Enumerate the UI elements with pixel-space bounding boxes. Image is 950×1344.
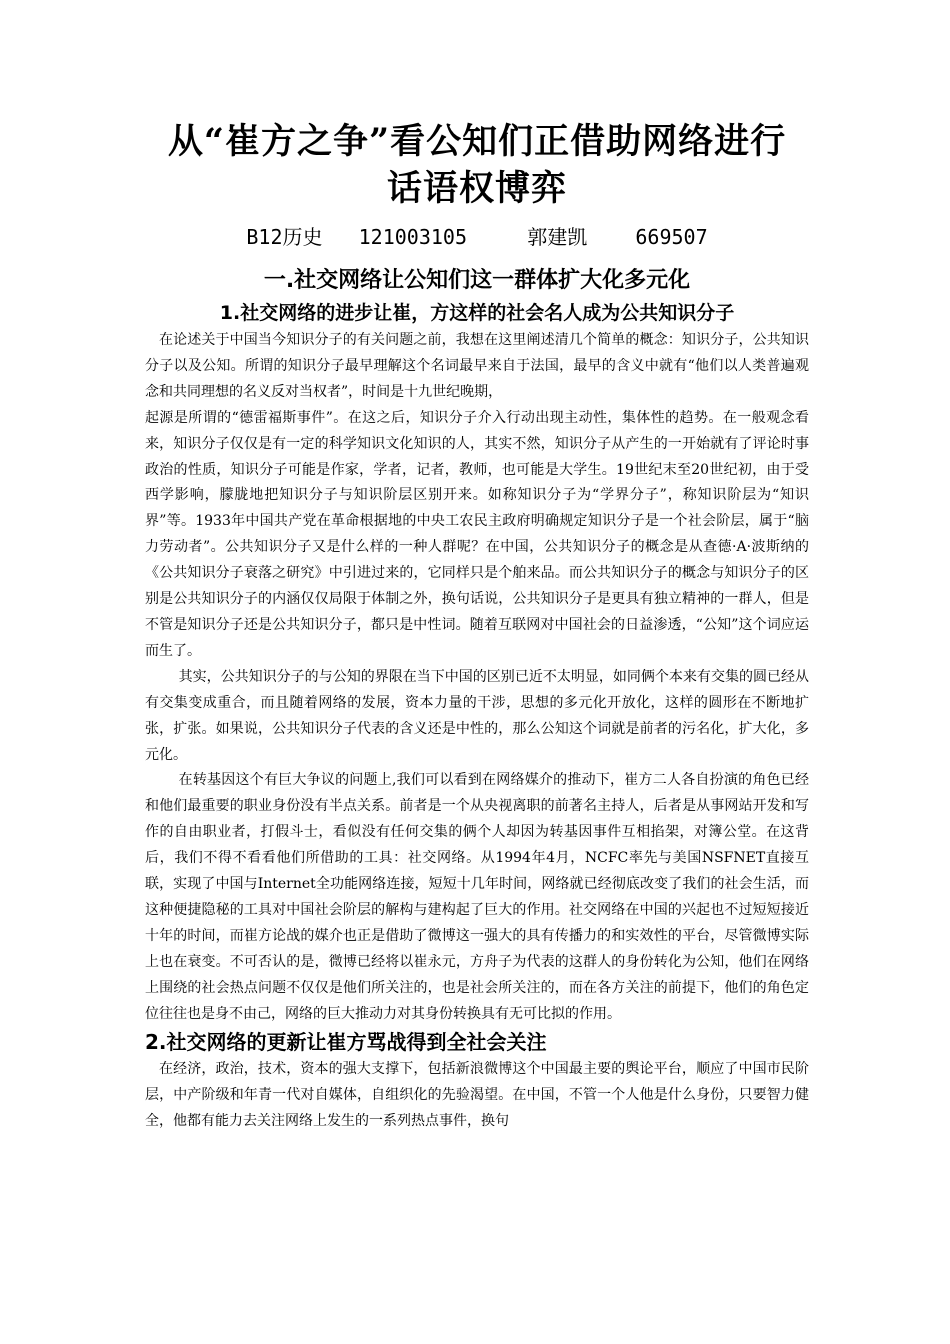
paragraph-3: 其实，公共知识分子的与公知的界限在当下中国的区别已近不太明显，如同俩个本来有交集的圆已经从有交集变成重合，而且随着网络的发展，资本力量的干涉，思想的多元化开放化，这样的圆形在不断地扩张，扩张。如果说，公共知识分子代表的含义还是中性的，那么公知这个词就是前者的污名化，扩大化，多元化。 xyxy=(145,668,809,763)
paragraph-2: 起源是所谓的“德雷福斯事件”。在这之后，知识分子介入行动出现主动性，集体性的趋势。在一般观念看来，知识分子仅仅是有一定的科学知识文化知识的人，其实不然，知识分子从产生的一开始就有了评论时事政治的性质，知识分子可能是作家，学者，记者，教师，也可能是大学生。19世纪末至20世纪初，由于受西学影响，朦胧地把知识分子与知识阶层区别开来。如称知识分子为“学界分子”，称知识阶层为“知识界”等。1933年中国共产党在革命根据地的中央工农民主政府明确规定知识分子是一个社会阶层，属于“脑力劳动者”。公共知识分子又是什么样的一种人群呢？在中国，公共知识分子的概念是从查德·A·波斯纳的《公共知识分子衰落之研究》中引进过来的，它同样只是个舶来品。而公共知识分子的概念与知识分子的区别是公共知识分子的内涵仅仅局限于体制之外，换句话说，公共知识分子是更具有独立精神的一群人，但是不管是知识分子还是公共知识分子，都只是中性词。随着互联网对中国社会的日益渗透，“公知”这个词应运而生了。 xyxy=(145,409,809,659)
subsection-2-heading: 2.社交网络的更新让崔方骂战得到全社会关注 xyxy=(145,1030,547,1055)
paragraph-1: 在论述关于中国当今知识分子的有关问题之前，我想在这里阐述清几个简单的概念：知识分子，公共知识分子以及公知。所谓的知识分子最早理解这个名词最早来自于法国，最早的含义中就有“他们以人类普遍观念和共同理想的名义反对当权者”，时间是十九世纪晚期， xyxy=(145,332,809,400)
paragraph-4: 在转基因这个有巨大争议的问题上,我们可以看到在网络媒介的推动下，崔方二人各自扮演的角色已经和他们最重要的职业身份没有半点关系。前者是一个从央视离职的前著名主持人，后者是从事网站开发和写作的自由职业者，打假斗士，看似没有任何交集的俩个人却因为转基因事件互相掐架，对簿公堂。在这背后，我们不得不看看他们所借助的工具：社交网络。从1994年4月，NCFC率先与美国NSFNET直接互联，实现了中国与Internet全功能网络连接，短短十几年时间，网络就已经彻底改变了我们的社会生活，而这种便捷隐秘的工具对中国社会阶层的解构与建构起了巨大的作用。社交网络在中国的兴起也不过短短接近十年的时间，而崔方论战的媒介也正是借助了微博这一强大的具有传播力的和实效性的平台，尽管微博实际上也在衰变。不可否认的是，微博已经将以崔永元，方舟子为代表的这群人的身份转化为公知，他们在网络上围绕的社会热点问题不仅仅是他们所关注的，也是社会所关注的，而在各方关注的前提下，他们的角色定位往往也是身不由己，网络的巨大推动力对其身份转换具有无可比拟的作用。 xyxy=(145,772,809,1022)
author-byline: B12历史 121003105 郭建凯 669507 xyxy=(246,225,708,249)
document-title xyxy=(145,118,809,212)
title-line-2: 话语权博弈 xyxy=(386,168,567,209)
title-line-1: 从“崔方之争”看公知们正借助网络进行 xyxy=(167,121,787,162)
section-1-heading: 一.社交网络让公知们这一群体扩大化多元化 xyxy=(263,268,691,293)
document-body xyxy=(145,118,809,1135)
subsection-1-heading: 1.社交网络的进步让崔，方这样的社会名人成为公共知识分子 xyxy=(219,302,735,324)
paragraph-5: 在经济，政治，技术，资本的强大支撑下，包括新浪微博这个中国最主要的舆论平台，顺应了中国市民阶层，中产阶级和年青一代对自媒体，自组织化的先验渴望。在中国，不管一个人他是什么身份，只要智力健全，他都有能力去关注网络上发生的一系列热点事件，换句 xyxy=(145,1061,809,1130)
